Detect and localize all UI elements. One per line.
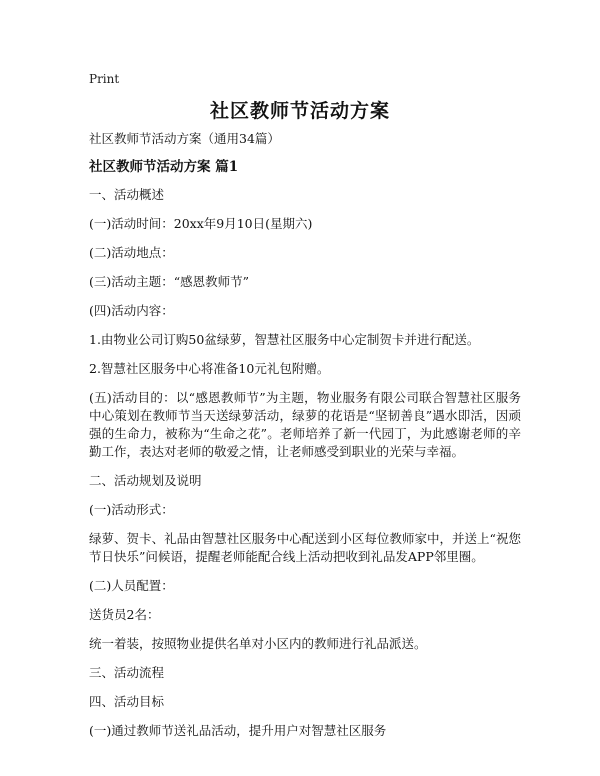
activity-theme: (三)活动主题：“感恩教师节” [89, 274, 250, 289]
goal-item-1: (一)通过教师节送礼品活动，提升用户对智慧社区服务 [89, 723, 387, 738]
document-subtitle: 社区教师节活动方案（通用34篇） [89, 131, 280, 146]
delivery-staff: 送货员2名： [89, 607, 160, 622]
activity-purpose: (五)活动目的：以“感恩教师节”为主题，物业服务有限公司联合智慧社区服务中心策划在教师节当天送绿萝活动，绿萝的花语是“坚韧善良”遇水即活，因顽强的生命力，被称为“生命之花”。老师培养了新一代园丁，为此感谢老师的辛勤工作，表达对老师的敬爱之情，让老师感受到职业的光荣与幸福。 [89, 390, 521, 459]
heading-overview: 一、活动概述 [89, 187, 165, 202]
staffing-label: (二)人员配置： [89, 578, 174, 593]
activity-content-label: (四)活动内容： [89, 303, 174, 318]
activity-time: (一)活动时间：20xx年9月10日(星期六) [89, 216, 313, 231]
document-title: 社区教师节活动方案 [209, 100, 390, 122]
content-item-2: 2.智慧社区服务中心将准备10元礼包附赠。 [89, 361, 330, 376]
uniform-text: 统一着装，按照物业提供名单对小区内的教师进行礼品派送。 [89, 636, 427, 651]
heading-goals: 四、活动目标 [89, 694, 165, 709]
heading-planning: 二、活动规划及说明 [89, 473, 202, 488]
activity-form-text: 绿萝、贺卡、礼品由智慧社区服务中心配送到小区每位教师家中，并送上“祝您节日快乐”问候语，提醒老师能配合线上活动把收到礼品发APP邻里圈。 [89, 531, 521, 564]
print-label[interactable]: Print [89, 72, 120, 86]
section-heading: 社区教师节活动方案 篇1 [89, 159, 239, 175]
heading-process: 三、活动流程 [89, 665, 165, 680]
activity-location: (二)活动地点： [89, 245, 174, 260]
activity-form-label: (一)活动形式： [89, 502, 174, 517]
document-body [89, 130, 521, 751]
content-item-1: 1.由物业公司订购50盆绿萝，智慧社区服务中心定制贺卡并进行配送。 [89, 332, 480, 347]
